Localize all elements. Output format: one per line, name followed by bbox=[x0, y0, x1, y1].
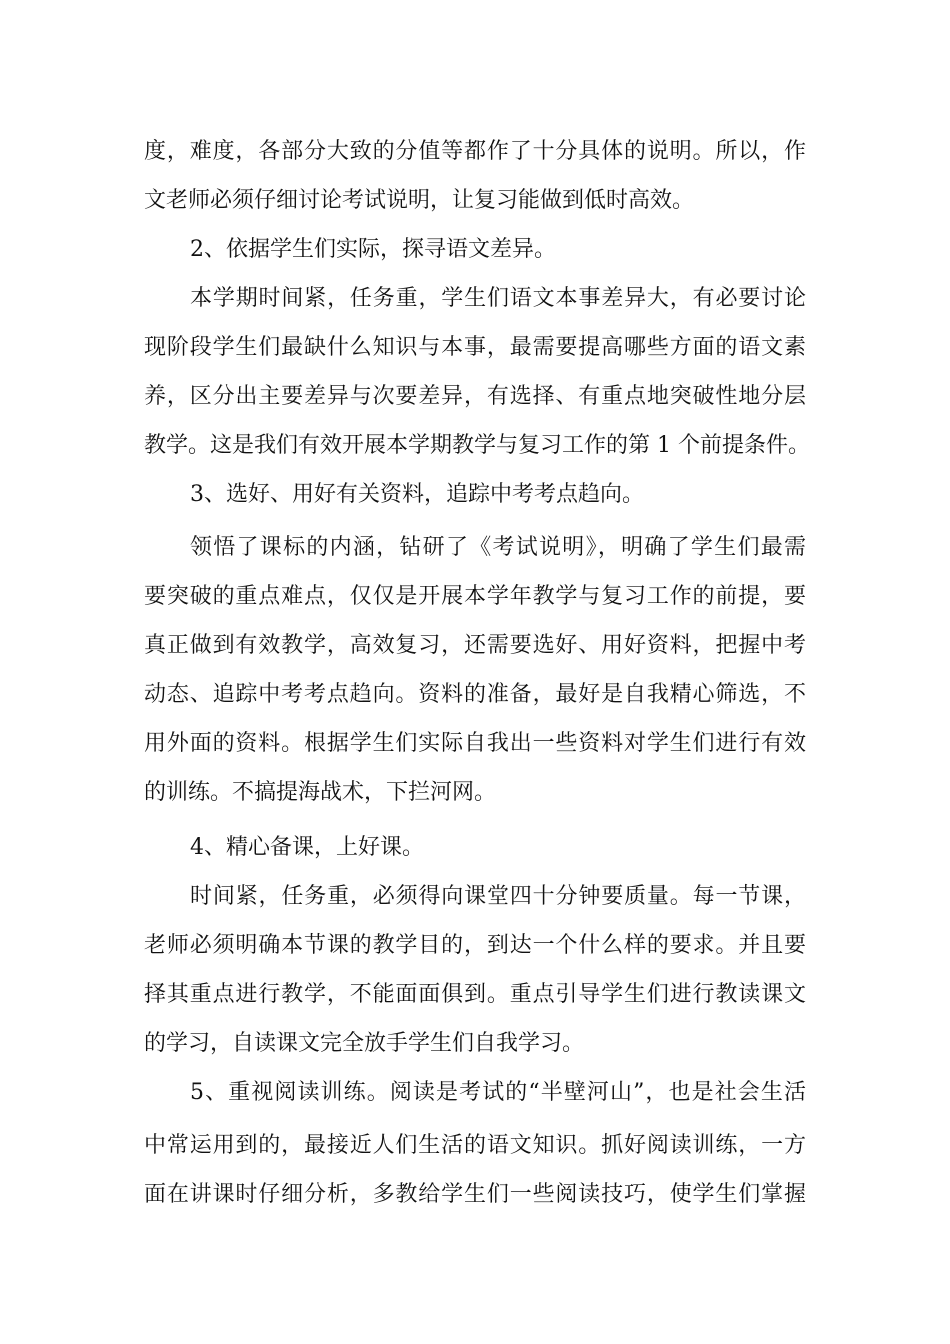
text-line: 教学。这是我们有效开展本学期教学与复习工作的第 1 个前提条件。 bbox=[144, 433, 810, 458]
text-line: 的训练。不搞提海战术，下拦河网。 bbox=[144, 780, 497, 805]
text-line: 用外面的资料。根据学生们实际自我出一些资料对学生们进行有效 bbox=[144, 731, 806, 756]
section-heading: 3、选好、用好有关资料，追踪中考考点趋向。 bbox=[190, 482, 644, 507]
text-line: 动态、追踪中考考点趋向。资料的准备，最好是自我精心筛选，不 bbox=[144, 682, 806, 707]
text-line: 择其重点进行教学，不能面面俱到。重点引导学生们进行教读课文 bbox=[144, 982, 806, 1007]
section-heading: 2、依据学生们实际，探寻语文差异。 bbox=[190, 237, 556, 262]
text-line: 现阶段学生们最缺什么知识与本事，最需要提高哪些方面的语文素 bbox=[144, 335, 806, 360]
text-line: 时间紧，任务重，必须得向课堂四十分钟要质量。每一节课， bbox=[190, 884, 806, 909]
text-line: 要突破的重点难点，仅仅是开展本学年教学与复习工作的前提，要 bbox=[144, 584, 806, 609]
text-line: 本学期时间紧，任务重，学生们语文本事差异大，有必要讨论 bbox=[190, 286, 806, 311]
section-heading: 4、精心备课，上好课。 bbox=[190, 835, 424, 860]
text-line: 的学习，自读课文完全放手学生们自我学习。 bbox=[144, 1031, 585, 1056]
text-line: 领悟了课标的内涵，钻研了《考试说明》，明确了学生们最需 bbox=[190, 535, 806, 560]
text-line: 度，难度，各部分大致的分值等都作了十分具体的说明。所以，作 bbox=[144, 139, 806, 164]
text-line: 养，区分出主要差异与次要差异，有选择、有重点地突破性地分层 bbox=[144, 384, 806, 409]
text-line: 老师必须明确本节课的教学目的，到达一个什么样的要求。并且要 bbox=[144, 933, 806, 958]
section-heading: 5、重视阅读训练。阅读是考试的“半壁河山”，也是社会生活 bbox=[190, 1080, 806, 1105]
text-line: 真正做到有效教学，高效复习，还需要选好、用好资料，把握中考 bbox=[144, 633, 806, 658]
text-line: 中常运用到的，最接近人们生活的语文知识。抓好阅读训练，一方 bbox=[144, 1133, 806, 1158]
text-line: 文老师必须仔细讨论考试说明，让复习能做到低时高效。 bbox=[144, 188, 695, 213]
text-line: 面在讲课时仔细分析，多教给学生们一些阅读技巧，使学生们掌握 bbox=[144, 1182, 806, 1207]
